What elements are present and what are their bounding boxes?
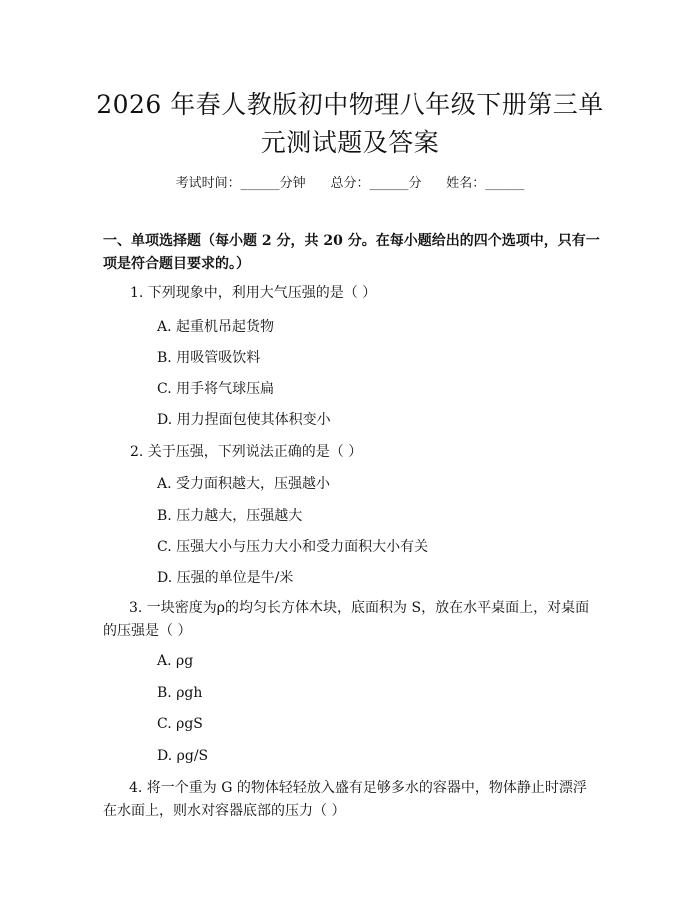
question-3-option-c: C. ρgS bbox=[157, 716, 203, 732]
student-name: 姓名：______ bbox=[446, 176, 525, 191]
question-2-option-b: B. 压力越大，压强越大 bbox=[157, 508, 303, 524]
exam-meta bbox=[0, 172, 700, 191]
question-3-option-a: A. ρg bbox=[157, 653, 194, 669]
question-4-stem: 4. 将一个重为 G 的物体轻轻放入盛有足够多水的容器中，物体静止时漂浮在水面上，则水对容器底部的压力（ ） bbox=[103, 780, 587, 819]
total-score: 总分：______分 bbox=[330, 176, 422, 191]
question-3-option-b: B. ρgh bbox=[157, 685, 203, 701]
question-1-option-d: D. 用力捏面包使其体积变小 bbox=[157, 412, 331, 428]
question-1-option-c: C. 用手将气球压扁 bbox=[157, 381, 275, 397]
question-3-stem: 3. 一块密度为ρ的均匀长方体木块，底面积为 S，放在水平桌面上，对桌面的压强是（ ） bbox=[103, 600, 590, 639]
question-2-stem: 2. 关于压强，下列说法正确的是（ ） bbox=[130, 444, 363, 460]
question-2-option-d: D. 压强的单位是牛/米 bbox=[157, 570, 294, 586]
section-heading-single-choice: 一、单项选择题（每小题 2 分，共 20 分。在每小题给出的四个选项中，只有一项是符合题目要求的。） bbox=[103, 233, 600, 272]
question-1-option-a: A. 起重机吊起货物 bbox=[157, 319, 275, 335]
question-2-option-c: C. 压强大小与压力大小和受力面积大小有关 bbox=[157, 539, 429, 555]
exam-time: 考试时间：______分钟 bbox=[175, 176, 306, 191]
question-1-option-b: B. 用吸管吸饮料 bbox=[157, 350, 261, 366]
question-1-stem: 1. 下列现象中，利用大气压强的是（ ） bbox=[130, 285, 377, 301]
question-3-option-d: D. ρg/S bbox=[157, 748, 209, 764]
question-2-option-a: A. 受力面积越大，压强越小 bbox=[157, 476, 331, 492]
document-title: 2026 年春人教版初中物理八年级下册第三单元测试题及答案 bbox=[96, 90, 604, 157]
